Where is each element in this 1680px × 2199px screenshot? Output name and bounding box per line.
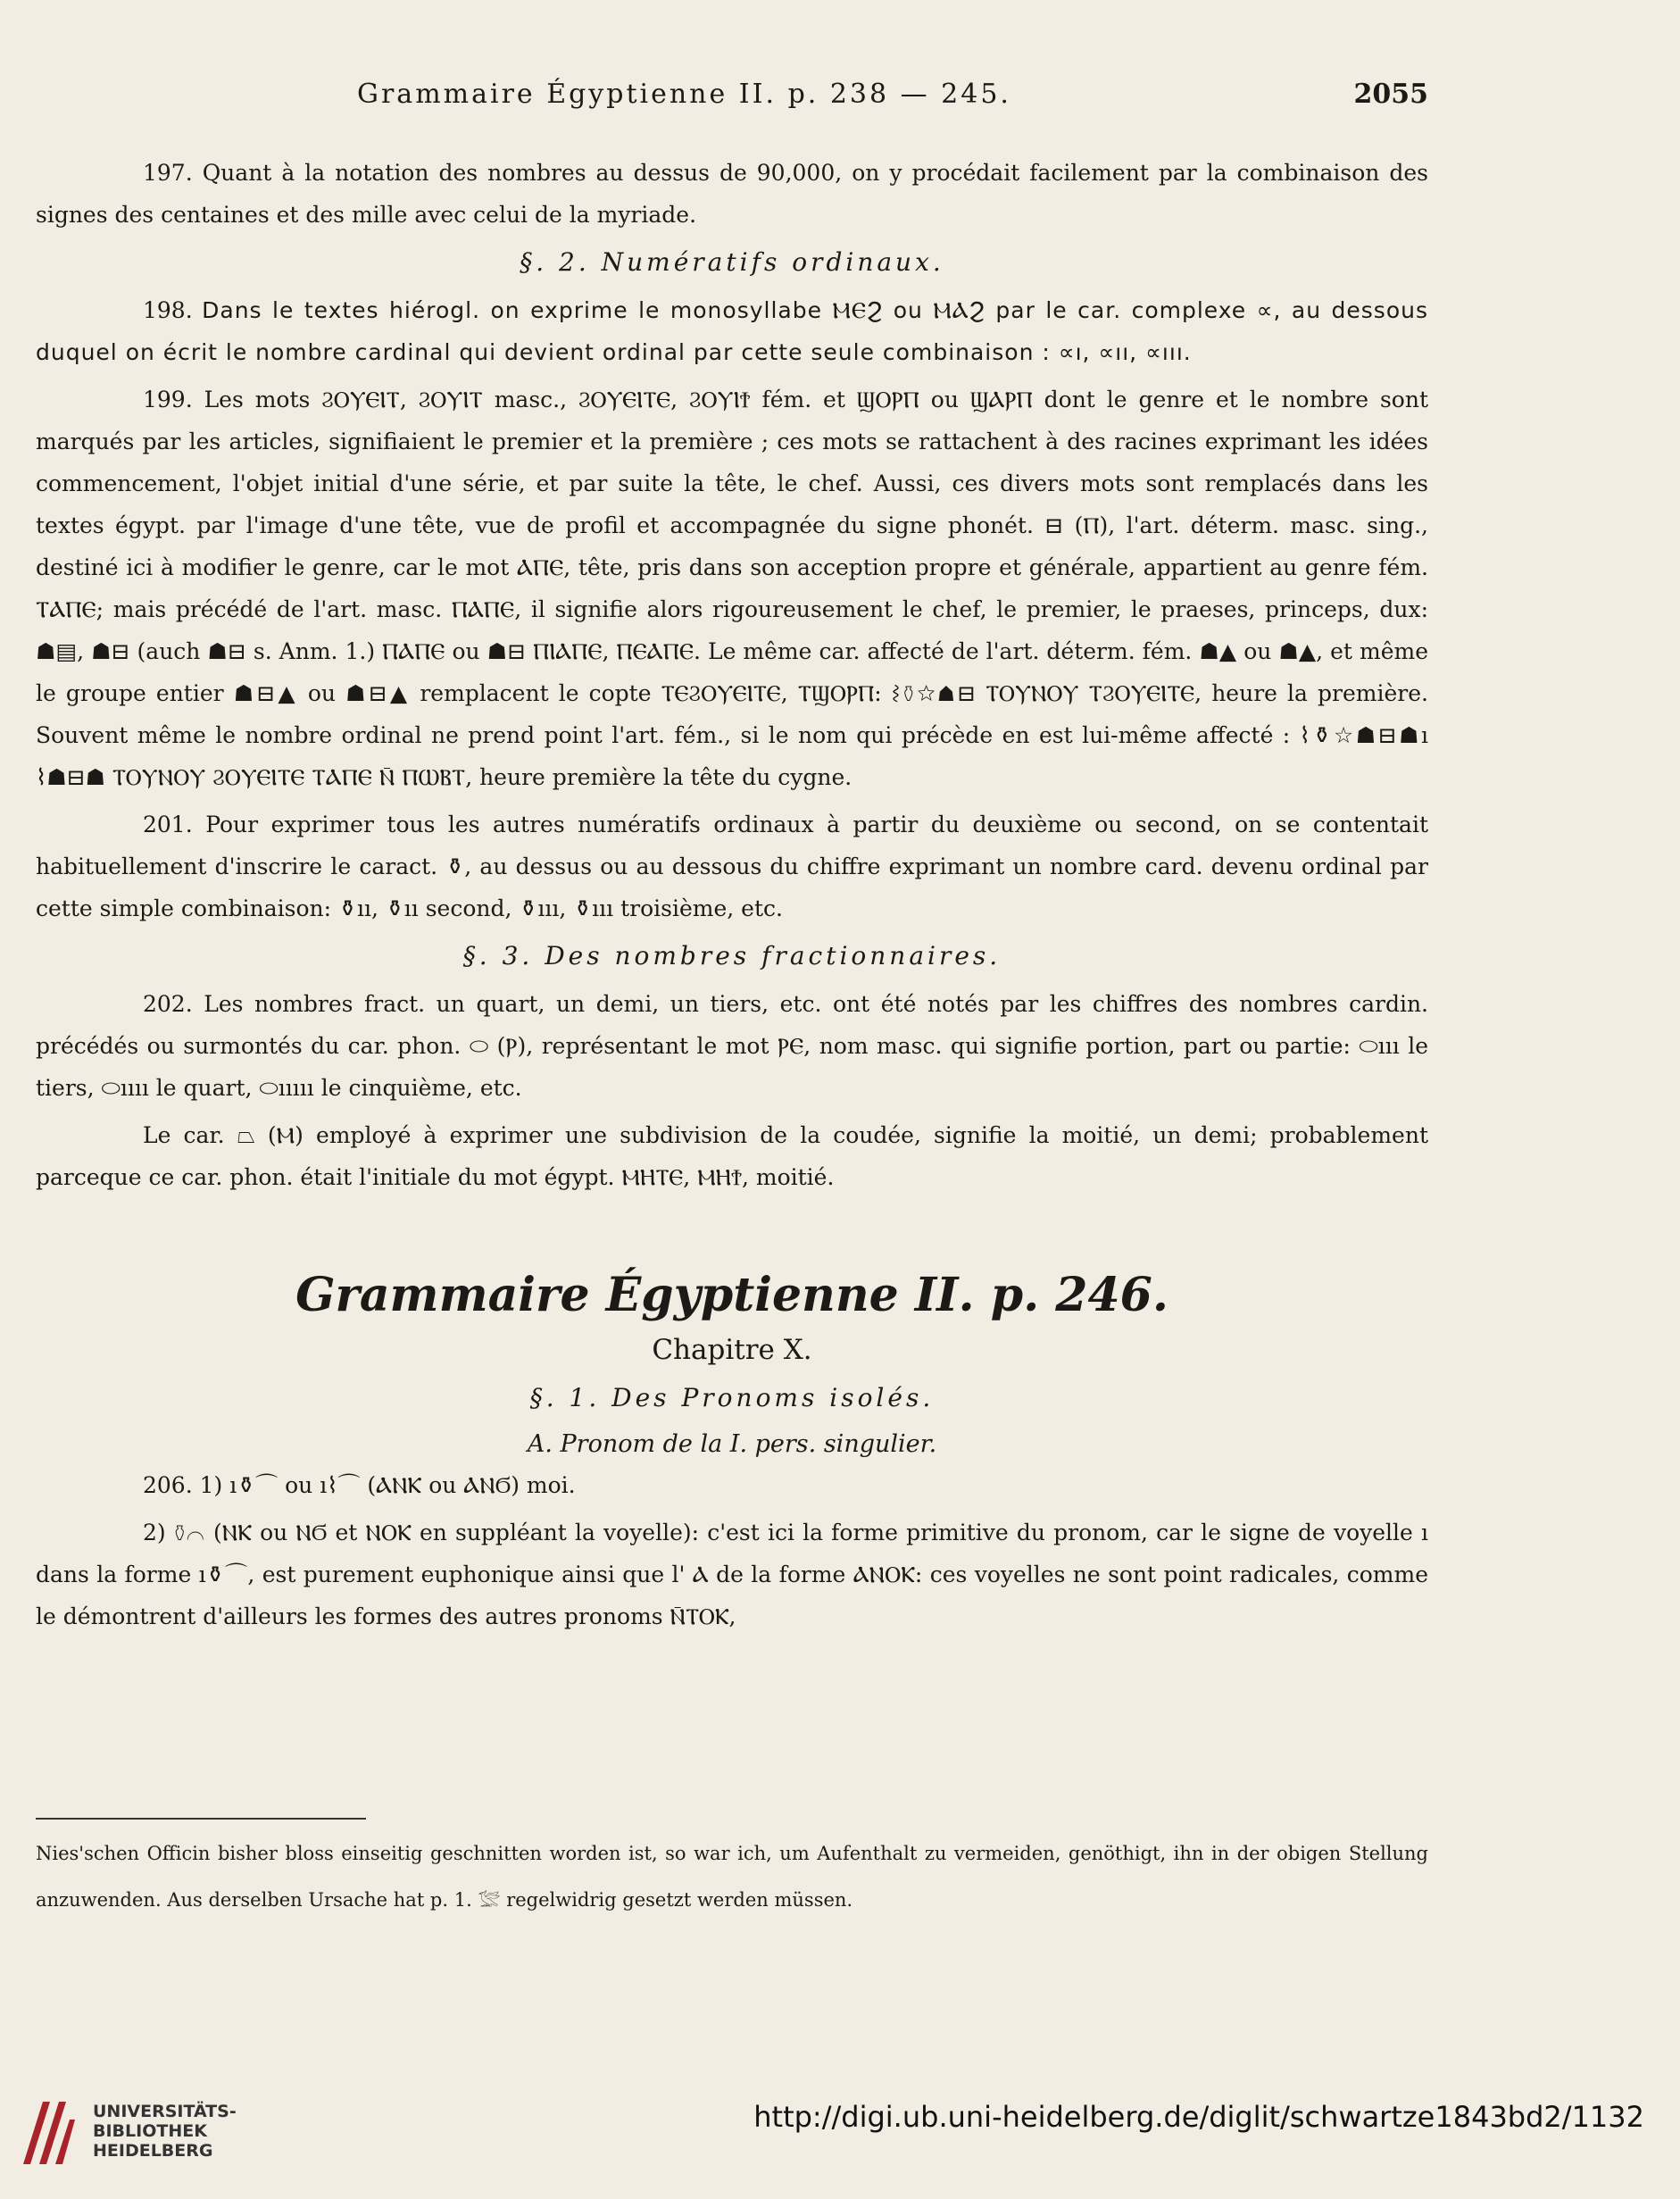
paragraph-number: 206. [143,1472,193,1498]
running-header [0,79,1680,123]
section-heading: §. 2. Numératifs ordinaux. [520,247,944,277]
source-url-link[interactable]: http://digi.ub.uni-heidelberg.de/diglit/schwartze1843bd2/1132 [753,2100,1644,2134]
paragraph-text: Le car. ⏢ (Ⲙ) employé à exprimer une subdivision de la coudée, signifie la moitié, un demi; probablement parceque ce car. phon. était l'initiale du mot égypt. ⲘⲎⲦⲈ, ⲘⲎϮ, moitié. [36,1122,1428,1190]
section-heading: §. 1. Des Pronoms isolés. [529,1383,935,1412]
paragraph-text: Quant à la notation des nombres au dessus de 90,000, on y procédait facilement par la combinaison des signes des centaines et des mille avec celui de la myriade. [36,160,1428,228]
paragraph-198 [36,289,1428,373]
subsection-heading: A. Pronom de la I. pers. singulier. [527,1430,937,1458]
footnote [36,1830,1428,1923]
paragraph-text: Les nombres fract. un quart, un demi, un tiers, etc. ont été notés par les chiffres des nombres cardin. précédés ou surmontés du car. phon. ⬭ (Ⲣ), représentant le mot ⲢⲈ, nom masc. qui signifie portion, part ou partie: ⬭ııı le tiers, ⬭ıııı le quart, ⬭ııııı le cinquième, etc. [36,991,1428,1101]
paragraph-197 [36,152,1428,236]
paragraph-text: Les mots ϨⲞⲨⲈⲒⲦ, ϨⲞⲨⲒⲦ masc., ϨⲞⲨⲈⲒⲦⲈ, ϨⲞⲨⲒϮ fém. et ϢⲞⲢⲠ ou ϢⲀⲢⲠ dont le genre et le nombre sont marqués par les articles, signifiaient le premier et la première ; ces mots se rattachent à des racines exprimant les idées commencement, l'objet initial d'une série, et par suite la tête, le chef. Aussi, ces divers mots sont remplacés dans les textes égypt. par l'image d'une tête, vue de profil et accompagnée du signe phonét. ⊟ (Ⲡ), l'art. déterm. masc. sing., destiné ici à modifier le genre, car le mot ⲀⲠⲈ, tête, pris dans son acception propre et générale, appartient au genre fém. ⲦⲀⲠⲈ; mais précédé de l'art. masc. ⲠⲀⲠⲈ, il signifie alors rigoureusement le chef, le premier, le praeses, princeps, dux: ☗▤, ☗⊟ (auch ☗⊟ s. Anm. 1.) ⲠⲀⲠⲈ ou ☗⊟ ⲠⲒⲀⲠⲈ, ⲠⲈⲀⲠⲈ. Le même car. affecté de l'art. déterm. fém. ☗▲ ou ☗▲, et même le groupe entier ☗⊟▲ ou ☗⊟▲ remplacent le copte ⲦⲈϨⲞⲨⲈⲒⲦⲈ, ⲦϢⲞⲢⲠ: ⌇⚱☆☗⊟ ⲦⲞⲨⲚⲞⲨ ⲦϨⲞⲨⲈⲒⲦⲈ, heure la première. Souvent même le nombre ordinal ne prend point l'art. fém., si le nom qui précède en est lui-même affecté : ⌇⚱☆☗⊟☗ı ⌇☗⊟☗ ⲦⲞⲨⲚⲞⲨ ϨⲞⲨⲈⲒⲦⲈ ⲦⲀⲠⲈ Ⲛ̄ ⲠⲰⲂⲦ, heure première la tête du cygne. [36,387,1428,790]
library-logo-icon [16,2095,79,2170]
chapter-number: Chapitre X. [652,1334,812,1366]
paragraph-201 [36,804,1428,929]
paragraph-199 [36,379,1428,798]
paragraph-number: 198. [143,297,193,323]
header-title: Grammaire Égyptienne II. p. 238 — 245. [357,79,1011,110]
paragraph-number: 202. [143,991,193,1017]
paragraph-number: 199. [143,387,193,412]
section-heading: §. 3. Des nombres fractionnaires. [462,941,1002,970]
logo-line: UNIVERSITÄTS- [93,2102,237,2121]
paragraph-number: 197. [143,160,193,186]
paragraph-text: Dans le textes hiérogl. on exprime le monosyllabe ⲘⲈϨ ou ⲘⲀϨ par le car. complexe ∝, au dessous duquel on écrit le nombre cardinal qui devient ordinal par cette seule combinaison : ∝ı, ∝ıı, ∝ııı. [36,297,1428,365]
paragraph-202b [36,1114,1428,1198]
logo-line: HEIDELBERG [93,2141,213,2161]
paragraph-206b [36,1512,1428,1637]
paragraph-number: 201. [143,812,193,837]
page-body [36,152,1428,1643]
footnote-rule [36,1818,366,1820]
paragraph-text: 1) ı⚱⌒ ou ı⌇⌒ (ⲀⲚⲔ ou ⲀⲚϬ) moi. [199,1472,576,1498]
logo-line: BIBLIOTHEK [93,2121,207,2141]
library-logo[interactable] [16,2095,248,2170]
chapter-title: Grammaire Égyptienne II. p. 246. [295,1268,1169,1322]
library-logo-text [93,2102,237,2161]
paragraph-text: Pour exprimer tous les autres numératifs ordinaux à partir du deuxième ou second, on se contentait habituellement d'inscrire le caract. ⚱, au dessus ou au dessous du chiffre exprimant un nombre card. devenu ordinal par cette simple combinaison: ⚱ıı, ⚱ıı second, ⚱ııı, ⚱ııı troisième, etc. [36,812,1428,921]
paragraph-206 [36,1464,1428,1506]
paragraph-text: 2) ⚱⌒ (ⲚⲔ ou ⲚϬ et ⲚⲞⲔ en suppléant la voyelle): c'est ici la forme primitive du pronom, car le signe de voyelle ı dans la forme ı⚱⌒, est purement euphonique ainsi que l' Ⲁ de la forme ⲀⲚⲞⲔ: ces voyelles ne sont point radicales, comme le démontrent d'ailleurs les formes des autres pronoms Ⲛ̄ⲦⲞⲔ, [36,1520,1428,1629]
paragraph-202 [36,983,1428,1109]
footnote-text: Nies'schen Officin bisher bloss einseitig geschnitten worden ist, so war ich, um Aufenthalt zu vermeiden, genöthigt, ihn in der obigen Stellung anzuwenden. Aus derselben Ursache hat p. 1. 𓅛 regelwidrig gesetzt werden müssen. [36,1843,1428,1911]
page-number: 2055 [1353,79,1428,110]
